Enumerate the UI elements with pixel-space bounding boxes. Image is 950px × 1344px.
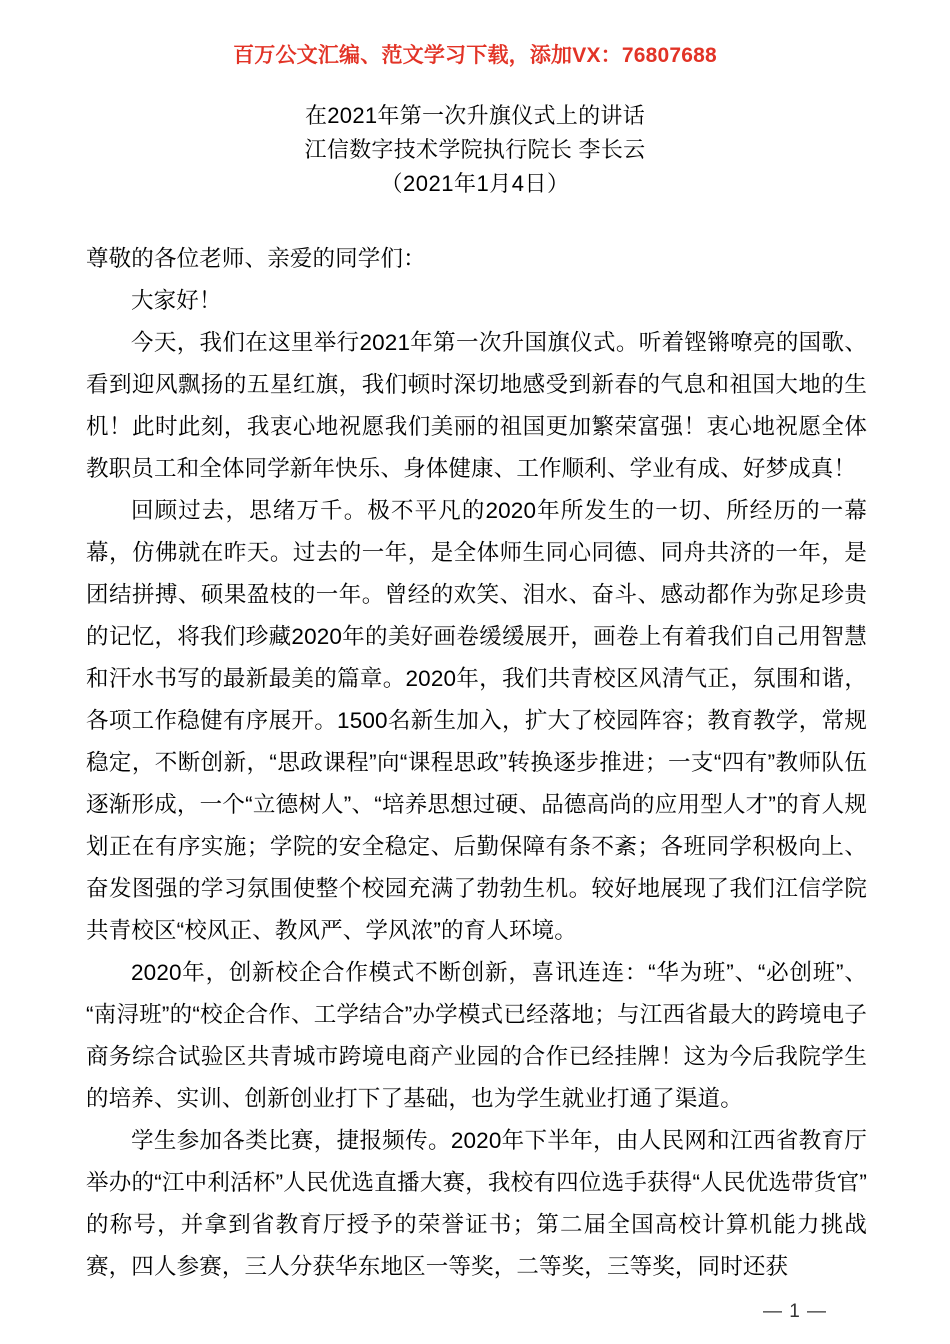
paragraph-review-2020: 回顾过去，思绪万千。极不平凡的2020年所发生的一切、所经历的一幕幕，仿佛就在昨天。过去的一年，是全体师生同心同德、同舟共济的一年，是团结拼搏、硕果盈枝的一年。曾经的欢笑、泪水、奋斗、感动都作为弥足珍贵的记忆，将我们珍藏2020年的美好画卷缓缓展开，画卷上有着我们自己用智慧和汗水书写的最新最美的篇章。2020年，我们共青校区风清气正，氛围和谐，各项工作稳健有序展开。1500名新生加入，扩大了校园阵容；教育教学，常规稳定，不断创新，“思政课程”向“课程思政”转换逐步推进；一支“四有”教师队伍逐渐形成，一个“立德树人”、“培养思想过硬、品德高尚的应用型人才”的育人规划正在有序实施；学院的安全稳定、后勤保障有条不紊；各班同学积极向上、奋发图强的学习氛围使整个校园充满了勃勃生机。较好地展现了我们江信学院共青校区“校风正、教风严、学风浓”的育人环境。 — [86, 498, 867, 943]
page-footer — [0, 1300, 950, 1324]
paragraph-opening: 今天，我们在这里举行2021年第一次升国旗仪式。听着铿锵嘹亮的国歌、看到迎风飘扬的五星红旗，我们顿时深切地感受到新春的气息和祖国大地的生机！此时此刻，我衷心地祝愿我们美丽的祖国更加繁荣富强！衷心地祝愿全体教职员工和全体同学新年快乐、身体健康、工作顺利、学业有成、好梦成真！ — [86, 330, 867, 481]
document-author: 江信数字技术学院执行院长 李长云 — [304, 137, 646, 162]
paragraph-greeting: 大家好！ — [131, 288, 222, 313]
paragraph-school-enterprise: 2020年，创新校企合作模式不断创新，喜讯连连：“华为班”、“必创班”、“南浔班”的“校企合作、工学结合”办学模式已经落地；与江西省最大的跨境电子商务综合试验区共青城市跨境电商产业园的合作已经挂牌！这为今后我院学生的培养、实训、创新创业打下了基础，也为学生就业打通了渠道。 — [86, 960, 867, 1111]
paragraph-competitions: 学生参加各类比赛，捷报频传。2020年下半年，由人民网和江西省教育厅举办的“江中利活杯”人民优选直播大赛，我校有四位选手获得“人民优选带货官”的称号，并拿到省教育厅授予的荣誉证书；第二届全国高校计算机能力挑战赛，四人参赛，三人分获华东地区一等奖，二等奖，三等奖，同时还获 — [86, 1128, 867, 1279]
document-title-block — [0, 99, 950, 201]
document-date: （2021年1月4日） — [380, 171, 570, 196]
document-body — [86, 238, 867, 1288]
paragraph-salutation: 尊敬的各位老师、亲爱的同学们： — [86, 246, 426, 271]
page-number: — 1 — — [762, 1301, 828, 1322]
document-title: 在2021年第一次升旗仪式上的讲话 — [304, 103, 646, 128]
promo-banner-text: 百万公文汇编、范文学习下载，添加VX：76807688 — [233, 44, 717, 67]
